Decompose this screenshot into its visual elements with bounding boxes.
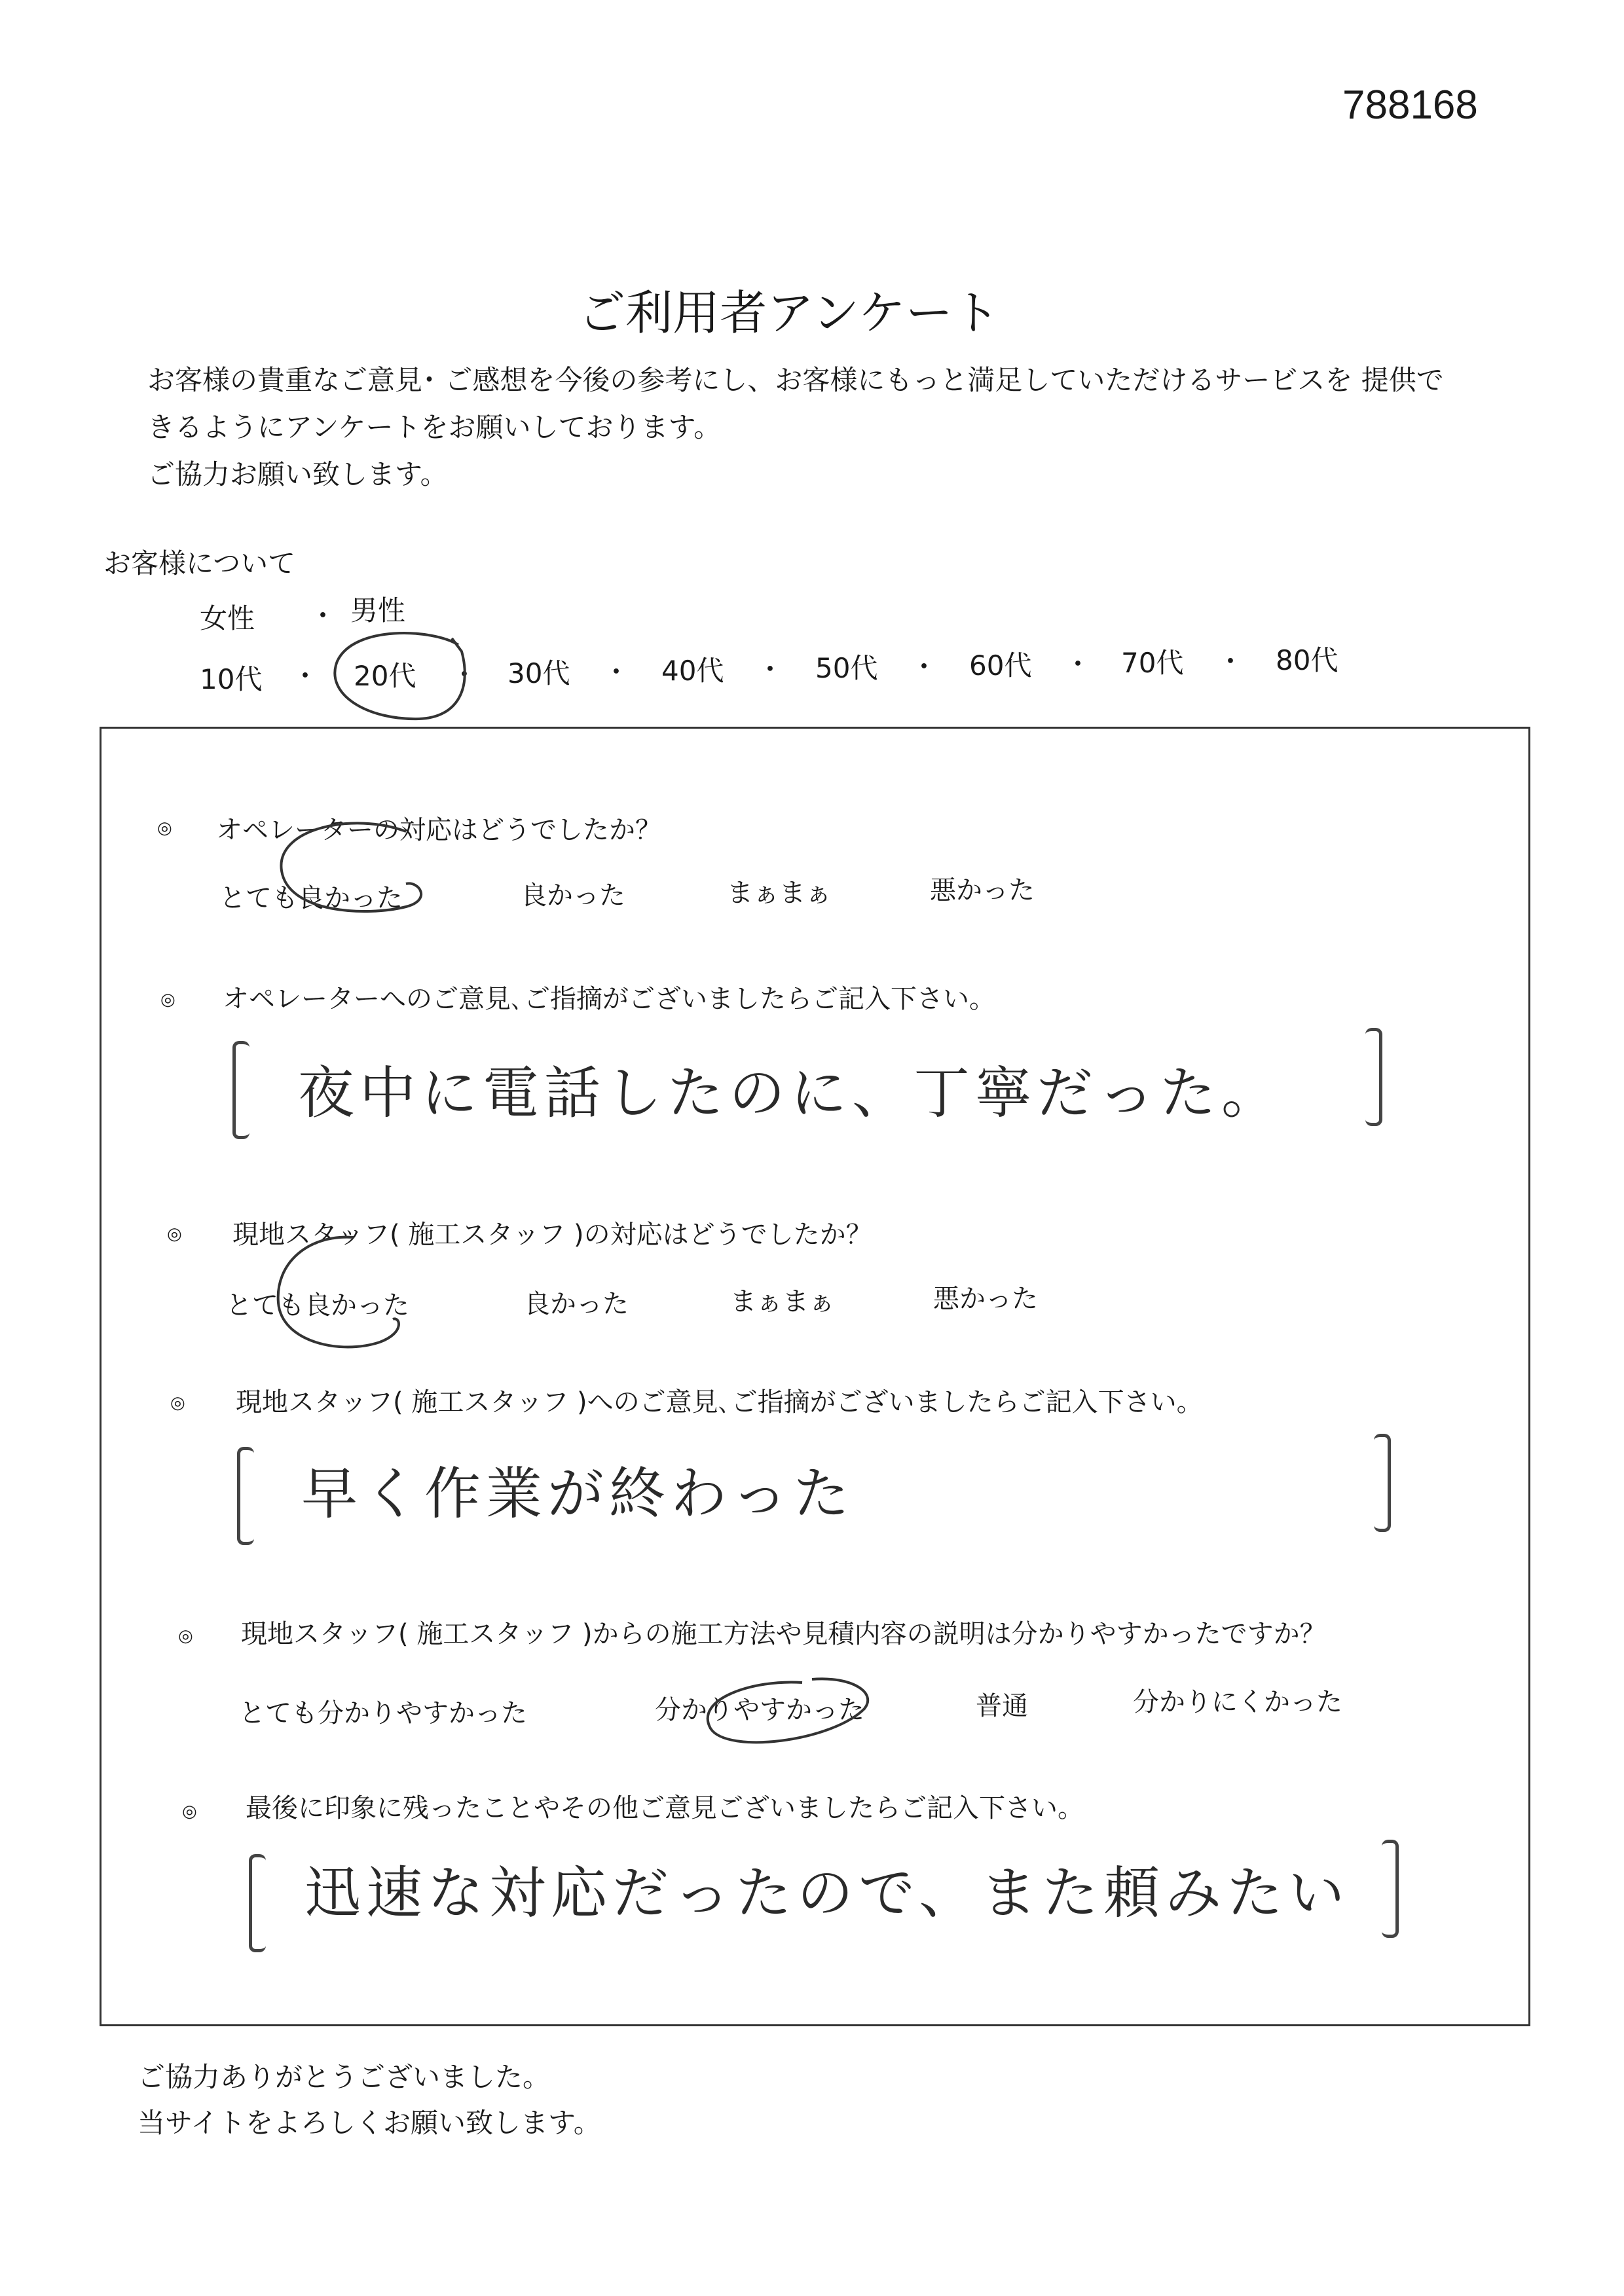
q5-option-normal[interactable]: 普通 (976, 1691, 1028, 1721)
separator: ・ (910, 651, 938, 683)
closing-line-1: ご協力ありがとうございました。 (138, 2061, 551, 2093)
age-option-40s[interactable]: 40代 (661, 655, 724, 687)
separator: ・ (1064, 648, 1092, 680)
question-4-text: 現地スタッフ( 施工スタッフ )へのご意見､ご指摘がございましたらご記入下さい。 (236, 1387, 1203, 1417)
customer-section-heading: お客様について (103, 547, 296, 579)
q5-option-hard[interactable]: 分かりにくかった (1133, 1687, 1342, 1717)
separator: ・ (451, 659, 479, 691)
question-5-text: 現地スタッフ( 施工スタッフ )からの施工方法や見積内容の説明は分かりやすかったですか？ (241, 1619, 1326, 1649)
answer-bracket-left (237, 1447, 254, 1545)
survey-title: ご利用者アンケート (578, 285, 1000, 340)
closing-line-2: 当サイトをよろしくお願い致します。 (138, 2107, 601, 2139)
separator: ・ (756, 653, 784, 685)
q3-option-average[interactable]: まぁまぁ (730, 1286, 835, 1317)
q5-option-easy[interactable]: 分かりやすかった (655, 1695, 864, 1725)
gender-option-male[interactable]: 男性 (350, 594, 406, 627)
intro-line-2: きるようにアンケートをお願いしております。 (147, 411, 722, 443)
handwritten-answer-4[interactable]: 早く作業が終わった (301, 1461, 855, 1527)
q1-option-bad[interactable]: 悪かった (930, 875, 1035, 905)
intro-line-3: ご協力お願い致します。 (147, 458, 448, 490)
intro-line-1: お客様の貴重なご意見･ ご感想を今後の参考にし、お客様にもっと満足していただけるサービスを 提供で (147, 364, 1444, 396)
q1-option-good[interactable]: 良かった (521, 881, 625, 911)
gender-option-female[interactable]: 女性 (200, 602, 255, 634)
handwritten-answer-2[interactable]: 夜中に電話したのに、丁寧だった。 (298, 1061, 1283, 1126)
bullet-icon: ◎ (182, 1802, 197, 1821)
question-2-text: オペレーターへのご意見､ご指摘がございましたらご記入下さい。 (223, 984, 995, 1014)
question-6-text: 最後に印象に残ったことやその他ご意見ございましたらご記入下さい。 (246, 1793, 1084, 1823)
q1-option-average[interactable]: まぁまぁ (727, 878, 832, 908)
age-option-20s[interactable]: 20代 (354, 660, 416, 692)
bullet-icon: ◎ (157, 818, 172, 838)
q3-option-very-good[interactable]: とても良かった (226, 1290, 409, 1321)
separator: ・ (291, 660, 320, 692)
separator: ・ (602, 656, 631, 688)
age-option-10s[interactable]: 10代 (200, 663, 263, 695)
age-option-60s[interactable]: 60代 (969, 649, 1032, 682)
question-3-text: 現地スタッフ( 施工スタッフ )の対応はどうでしたか？ (232, 1220, 872, 1250)
age-option-80s[interactable]: 80代 (1276, 644, 1338, 676)
q3-option-bad[interactable]: 悪かった (933, 1284, 1038, 1314)
answer-bracket-right (1374, 1434, 1391, 1532)
q5-option-very-easy[interactable]: とても分かりやすかった (239, 1698, 527, 1728)
age-option-30s[interactable]: 30代 (507, 657, 570, 689)
answer-bracket-left (232, 1041, 249, 1139)
answer-bracket-right (1382, 1840, 1399, 1938)
question-1-text: オペレーターの対応はどうでしたか？ (216, 815, 661, 845)
bullet-icon: ◎ (167, 1224, 182, 1244)
handwritten-answer-6[interactable]: 迅速な対応だったので、また頼みたい (304, 1861, 1350, 1926)
q1-option-very-good[interactable]: とても良かった (219, 883, 403, 913)
separator: ・ (309, 600, 337, 632)
age-option-70s[interactable]: 70代 (1121, 647, 1184, 679)
bullet-icon: ◎ (170, 1393, 185, 1413)
q3-option-good[interactable]: 良かった (524, 1289, 629, 1319)
document-number: 788168 (1342, 82, 1478, 128)
answer-bracket-left (249, 1854, 266, 1952)
separator: ・ (1217, 646, 1245, 678)
bullet-icon: ◎ (160, 990, 175, 1010)
age-option-50s[interactable]: 50代 (815, 652, 878, 684)
bullet-icon: ◎ (178, 1626, 193, 1646)
answer-bracket-right (1365, 1028, 1382, 1126)
survey-questions-box (100, 727, 1530, 2026)
